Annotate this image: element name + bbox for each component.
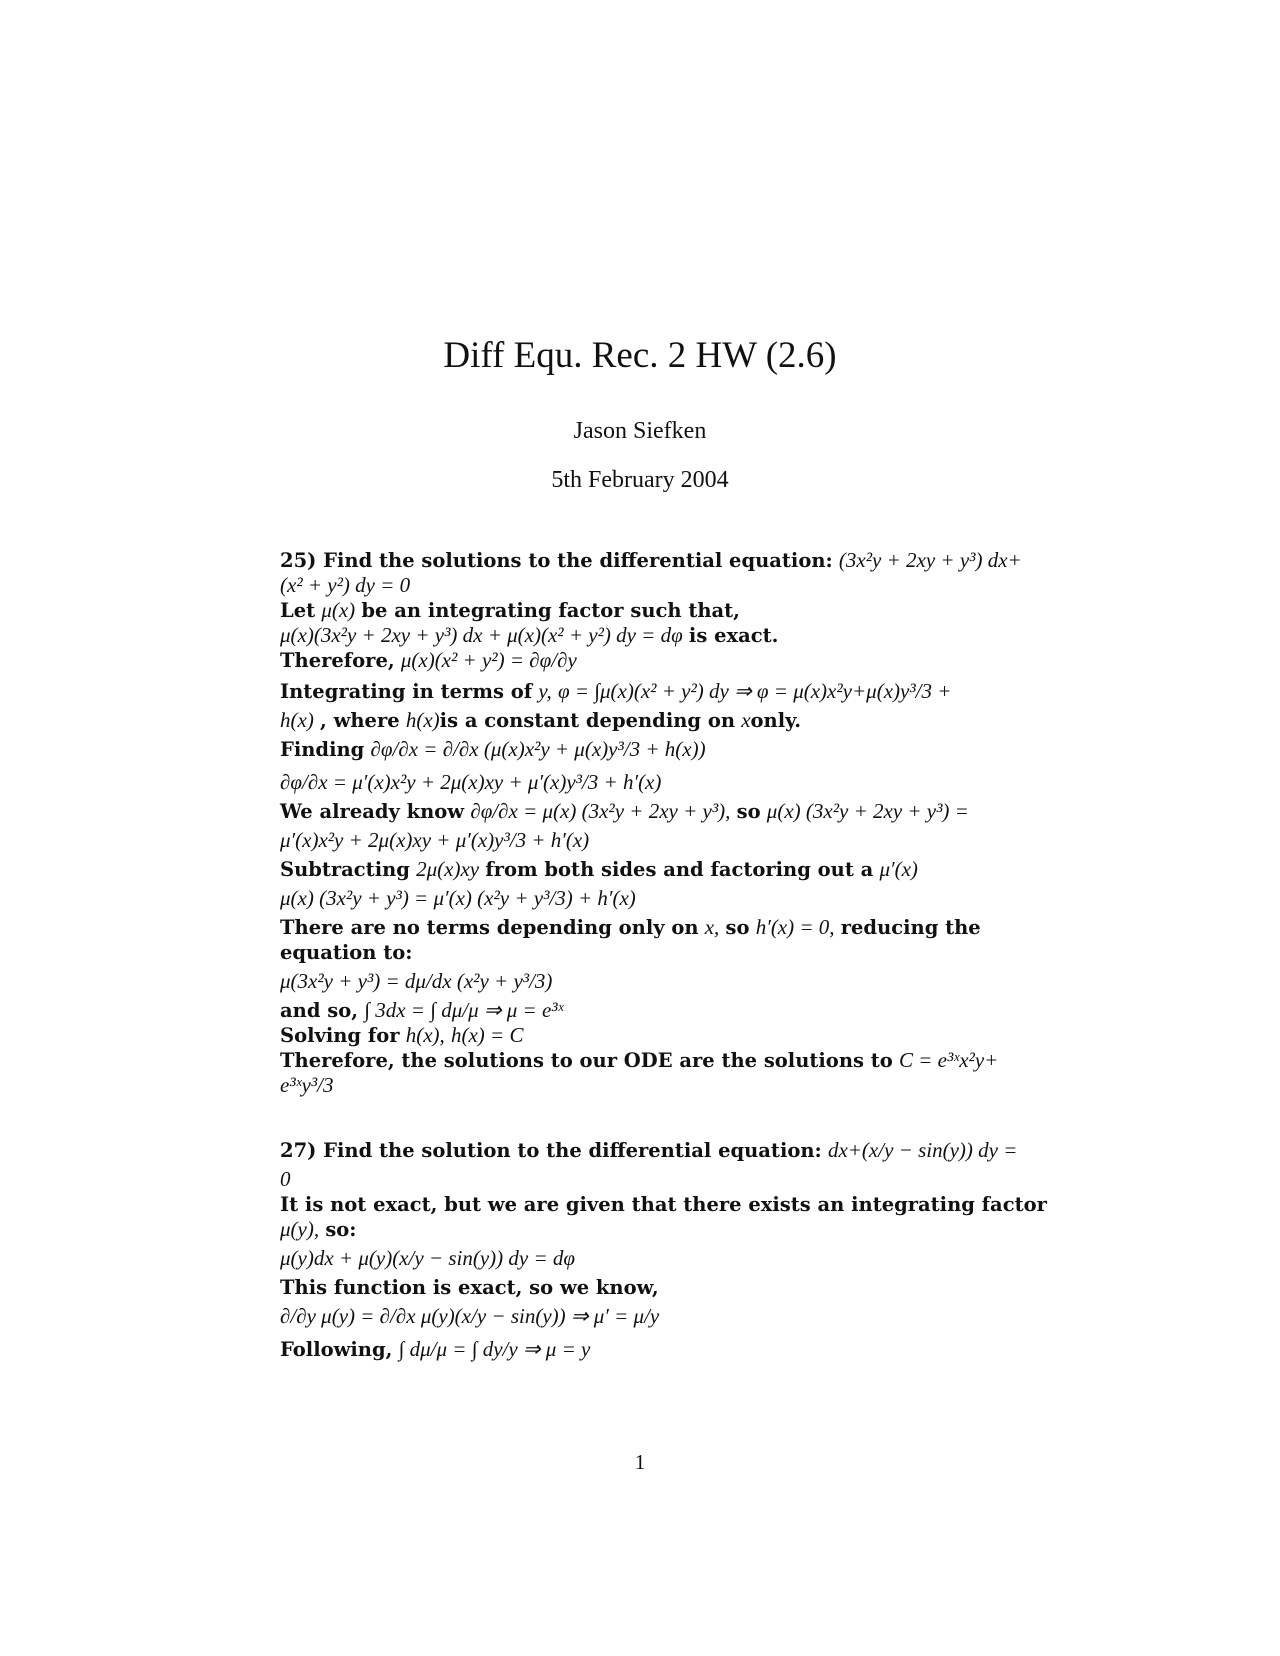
- following-text: Following,: [280, 1338, 393, 1361]
- final-equation-part2: e³ˣy³/3: [280, 1073, 334, 1097]
- let-mu: μ(x): [321, 598, 356, 622]
- already-know-equation-2: μ(x) (3x²y + 2xy + y³) =: [766, 799, 969, 823]
- problem-27: [280, 1134, 1047, 1366]
- and-so-text: and so,: [280, 999, 359, 1022]
- therefore-equation: μ(x)(x² + y²) = ∂φ/∂y: [400, 648, 577, 672]
- following-equation: ∫ dμ/μ = ∫ dy/y ⇒ μ = y: [398, 1337, 591, 1361]
- already-know-so: so: [736, 800, 761, 823]
- finding-equation: ∂φ/∂x = ∂/∂x (μ(x)x²y + μ(x)y³/3 + h(x)): [370, 737, 706, 761]
- problem-25-header: 25) Find the solutions to the differential equation:: [280, 549, 833, 572]
- partial-derivative-equation: ∂φ/∂x = μ′(x)x²y + 2μ(x)xy + μ′(x)y³/3 + h′(x): [280, 770, 662, 794]
- already-know-equation-3: μ′(x)x²y + 2μ(x)xy + μ′(x)y³/3 + h′(x): [280, 828, 590, 852]
- not-exact-text: It is not exact, but we are given that there exists an integrating factor: [280, 1193, 1047, 1216]
- integrating-equation: φ = ∫μ(x)(x² + y²) dy ⇒ φ = μ(x)x²y+μ(x)y³/3 +: [557, 679, 952, 703]
- problem-27-header: 27) Find the solution to the differential equation:: [280, 1139, 822, 1162]
- exact-equation: μ(x)(3x²y + 2xy + y³) dx + μ(x)(x² + y²) dy = dφ: [280, 623, 683, 647]
- where-only: only.: [750, 709, 802, 732]
- problem-27-equation-part1: dx+(x/y − sin(y)) dy =: [827, 1138, 1018, 1162]
- mu-y: μ(y),: [280, 1217, 320, 1241]
- let-text: Let: [280, 599, 316, 622]
- where-rest: is a constant depending on: [439, 709, 736, 732]
- document-title: Diff Equ. Rec. 2 HW (2.6): [443, 335, 837, 376]
- and-so-equation: ∫ 3dx = ∫ dμ/μ ⇒ μ = e³ˣ: [364, 998, 564, 1022]
- already-know-equation: ∂φ/∂x = μ(x) (3x²y + 2xy + y³),: [470, 799, 731, 823]
- subtracting-mu: μ′(x): [879, 857, 918, 881]
- document-date: 5th February 2004: [551, 467, 729, 493]
- reduced-equation: μ(x) (3x²y + y³) = μ′(x) (x²y + y³/3) + h′(x): [280, 886, 636, 910]
- subtracting-expression: 2μ(x)xy: [416, 857, 480, 881]
- let-rest: be an integrating factor such that,: [361, 599, 740, 622]
- no-terms-h: h′(x) = 0,: [755, 915, 835, 939]
- problem-25: [280, 548, 1022, 1098]
- final-equation-part1: C = e³ˣx²y+: [898, 1048, 999, 1072]
- no-terms-so: so: [725, 916, 750, 939]
- no-terms-x: x,: [704, 915, 720, 939]
- problem-25-equation-part2: (x² + y²) dy = 0: [280, 573, 411, 597]
- h-expression: h(x): [280, 708, 314, 732]
- solving-h: h(x),: [405, 1023, 445, 1047]
- solving-equation: h(x) = C: [450, 1023, 524, 1047]
- so-text: so:: [325, 1218, 357, 1241]
- therefore-final-text: Therefore, the solutions to our ODE are the solutions to: [280, 1049, 893, 1072]
- problem-27-exact-equation: μ(y)dx + μ(y)(x/y − sin(y)) dy = dφ: [280, 1246, 575, 1270]
- finding-text: Finding: [280, 738, 365, 761]
- where-h: h(x): [405, 708, 440, 732]
- integrating-text: Integrating in terms of: [280, 680, 533, 703]
- document-body: [280, 548, 1047, 1366]
- already-know-text: We already know: [280, 800, 465, 823]
- subtracting-text: Subtracting: [280, 858, 410, 881]
- problem-27-partial-equation: ∂/∂y μ(y) = ∂/∂x μ(y)(x/y − sin(y)) ⇒ μ′ = μ/y: [280, 1304, 660, 1328]
- where-text: , where: [320, 709, 400, 732]
- subtracting-rest: from both sides and factoring out a: [485, 858, 874, 881]
- problem-27-equation-part2: 0: [280, 1167, 291, 1191]
- problem-25-equation-part1: (3x²y + 2xy + y³) dx+: [838, 548, 1022, 572]
- where-x: x: [741, 708, 751, 732]
- therefore-text: Therefore,: [280, 649, 395, 672]
- no-terms-rest: reducing the: [840, 916, 981, 939]
- document-author: Jason Siefken: [573, 418, 707, 444]
- equation-to-text: equation to:: [280, 941, 413, 964]
- no-terms-text: There are no terms depending only on: [280, 916, 699, 939]
- function-exact-text: This function is exact, so we know,: [280, 1276, 659, 1299]
- exact-text: is exact.: [688, 624, 779, 647]
- ode-equation: μ(3x²y + y³) = dμ/dx (x²y + y³/3): [280, 969, 553, 993]
- solving-text: Solving for: [280, 1024, 400, 1047]
- page-number: 1: [634, 1450, 646, 1474]
- integrating-variable: y,: [538, 679, 552, 703]
